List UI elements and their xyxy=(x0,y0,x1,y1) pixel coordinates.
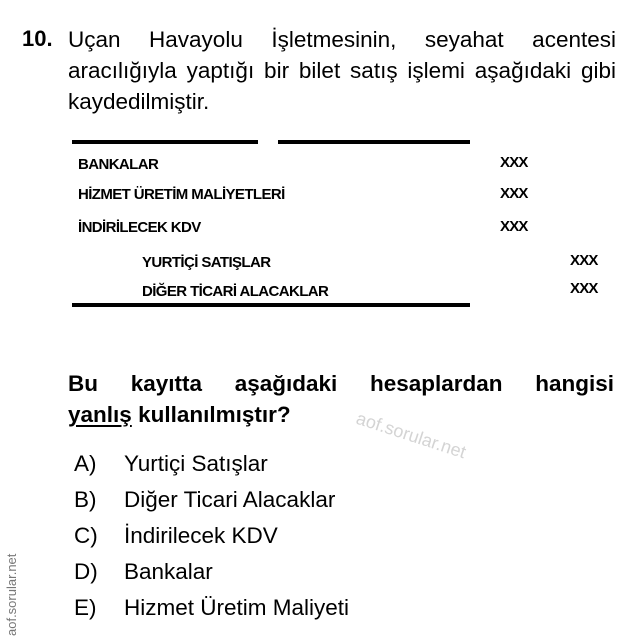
option-letter: C) xyxy=(74,523,98,548)
journal-debit-amount: XXX xyxy=(500,154,528,171)
journal-credit-account: DİĞER TİCARİ ALACAKLAR xyxy=(142,283,329,300)
option-d[interactable] xyxy=(74,559,213,585)
journal-credit-account: YURTİÇİ SATIŞLAR xyxy=(142,254,271,271)
question-text: Uçan Havayolu İşletmesinin, seyahat acentesi aracılığıyla yaptığı bir bilet satış işlemi aşağıdaki gibi kaydedilmiştir. xyxy=(68,27,616,114)
option-e[interactable] xyxy=(74,595,349,621)
journal-top-rule-left xyxy=(72,140,258,144)
option-letter: A) xyxy=(74,451,97,476)
prompt-word: kayıtta xyxy=(130,371,202,396)
option-text: İndirilecek KDV xyxy=(124,523,278,548)
option-text: Hizmet Üretim Maliyeti xyxy=(124,595,350,620)
watermark-vertical: aof.sorular.net xyxy=(4,553,19,636)
journal-debit-amount: XXX xyxy=(500,218,528,235)
prompt-word: kullanılmıştır? xyxy=(138,402,291,427)
prompt-word: hangisi xyxy=(535,371,614,396)
option-letter: D) xyxy=(74,559,98,584)
watermark-diagonal: aof.sorular.net xyxy=(353,408,469,463)
journal-debit-amount: XXX xyxy=(500,185,528,202)
prompt-word: Bu xyxy=(68,371,98,396)
option-a[interactable] xyxy=(74,451,268,477)
option-b[interactable] xyxy=(74,487,335,513)
journal-top-rule-right xyxy=(278,140,470,144)
prompt-underlined-word: yanlış xyxy=(68,402,132,427)
journal-credit-amount: XXX xyxy=(570,252,598,269)
option-text: Bankalar xyxy=(124,559,213,584)
journal-debit-account: BANKALAR xyxy=(78,156,159,173)
option-text: Diğer Ticari Alacaklar xyxy=(124,487,336,512)
question-number: 10. xyxy=(22,26,53,51)
question-prompt xyxy=(68,368,614,430)
option-text: Yurtiçi Satışlar xyxy=(124,451,268,476)
journal-debit-account: İNDİRİLECEK KDV xyxy=(78,219,201,236)
option-letter: B) xyxy=(74,487,97,512)
option-letter: E) xyxy=(74,595,97,620)
journal-credit-amount: XXX xyxy=(570,280,598,297)
prompt-word: aşağıdaki xyxy=(234,371,338,396)
prompt-word: hesaplardan xyxy=(369,371,503,396)
journal-debit-account: HİZMET ÜRETİM MALİYETLERİ xyxy=(78,186,285,203)
journal-bottom-rule xyxy=(72,303,470,307)
option-c[interactable] xyxy=(74,523,278,549)
